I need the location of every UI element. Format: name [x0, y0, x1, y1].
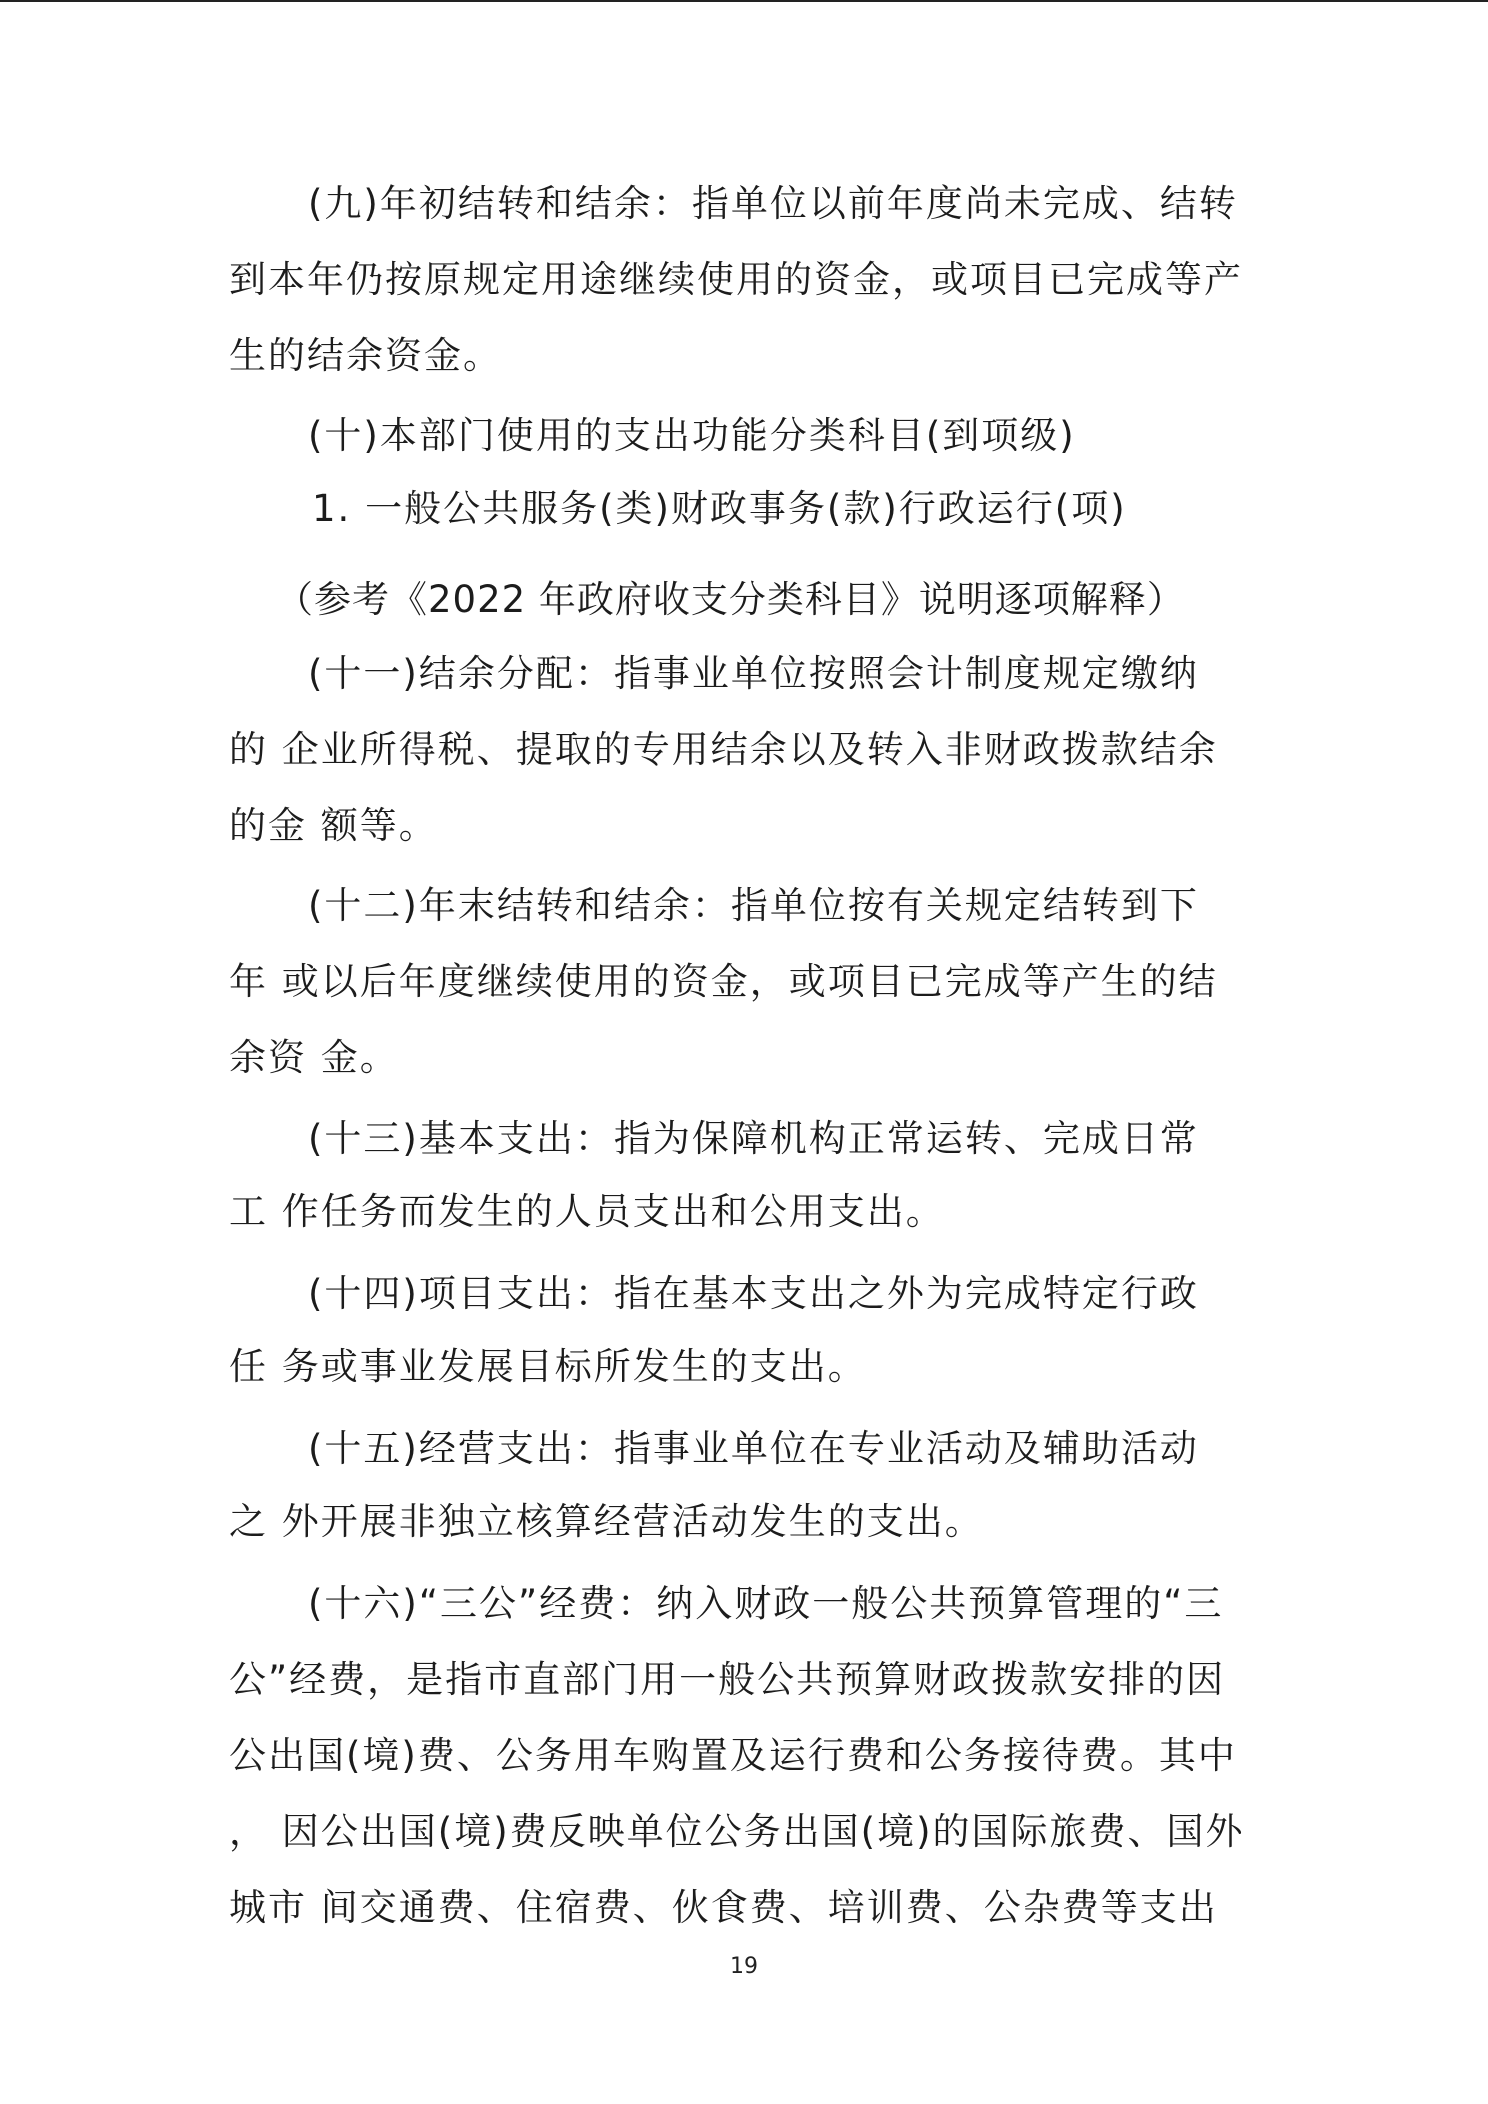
list-item: 1. 一般公共服务(类)财政事务(款)行政运行(项) — [312, 487, 1127, 530]
paragraph-line: 之 外开展非独立核算经营活动发生的支出。 — [229, 1500, 984, 1543]
paragraph-line: 任 务或事业发展目标所发生的支出。 — [229, 1345, 867, 1388]
paragraph-line: (十五)经营支出：指事业单位在专业活动及辅助活动 — [308, 1427, 1199, 1470]
paragraph-line: (十一)结余分配：指事业单位按照会计制度规定缴纳 — [308, 652, 1199, 695]
paragraph-line: 生的结余资金。 — [229, 334, 502, 377]
paragraph-line: 年 或以后年度继续使用的资金，或项目已完成等产生的结 — [229, 960, 1218, 1003]
paragraph-line: 到本年仍按原规定用途继续使用的资金，或项目已完成等产 — [229, 258, 1243, 301]
paragraph-line: 公出国(境)费、公务用车购置及运行费和公务接待费。其中 — [229, 1734, 1237, 1777]
page-number: 19 — [730, 1954, 758, 1979]
paragraph-line: 的金 额等。 — [229, 804, 438, 847]
page-top-border — [0, 0, 1488, 2]
paragraph-line: 余资 金。 — [229, 1036, 399, 1079]
paragraph-line: (十六)“三公”经费：纳入财政一般公共预算管理的“三 — [308, 1582, 1224, 1625]
paragraph-line: 的 企业所得税、提取的专用结余以及转入非财政拨款结余 — [229, 728, 1218, 771]
paragraph-line: ， 因公出国(境)费反映单位公务出国(境)的国际旅费、国外 — [229, 1810, 1245, 1853]
paragraph-line: (九)年初结转和结余：指单位以前年度尚未完成、结转 — [308, 182, 1238, 225]
section-heading: (十)本部门使用的支出功能分类科目(到项级) — [308, 414, 1076, 457]
paragraph-line: 工 作任务而发生的人员支出和公用支出。 — [229, 1190, 945, 1233]
reference-note: （参考《2022 年政府收支分类科目》说明逐项解释） — [276, 578, 1185, 621]
paragraph-line: (十三)基本支出：指为保障机构正常运转、完成日常 — [308, 1117, 1199, 1160]
paragraph-line: (十四)项目支出：指在基本支出之外为完成特定行政 — [308, 1272, 1199, 1315]
paragraph-line: 城市 间交通费、住宿费、伙食费、培训费、公杂费等支出 — [229, 1886, 1218, 1929]
paragraph-line: (十二)年末结转和结余：指单位按有关规定结转到下 — [308, 884, 1199, 927]
paragraph-line: 公”经费，是指市直部门用一般公共预算财政拨款安排的因 — [229, 1658, 1226, 1701]
